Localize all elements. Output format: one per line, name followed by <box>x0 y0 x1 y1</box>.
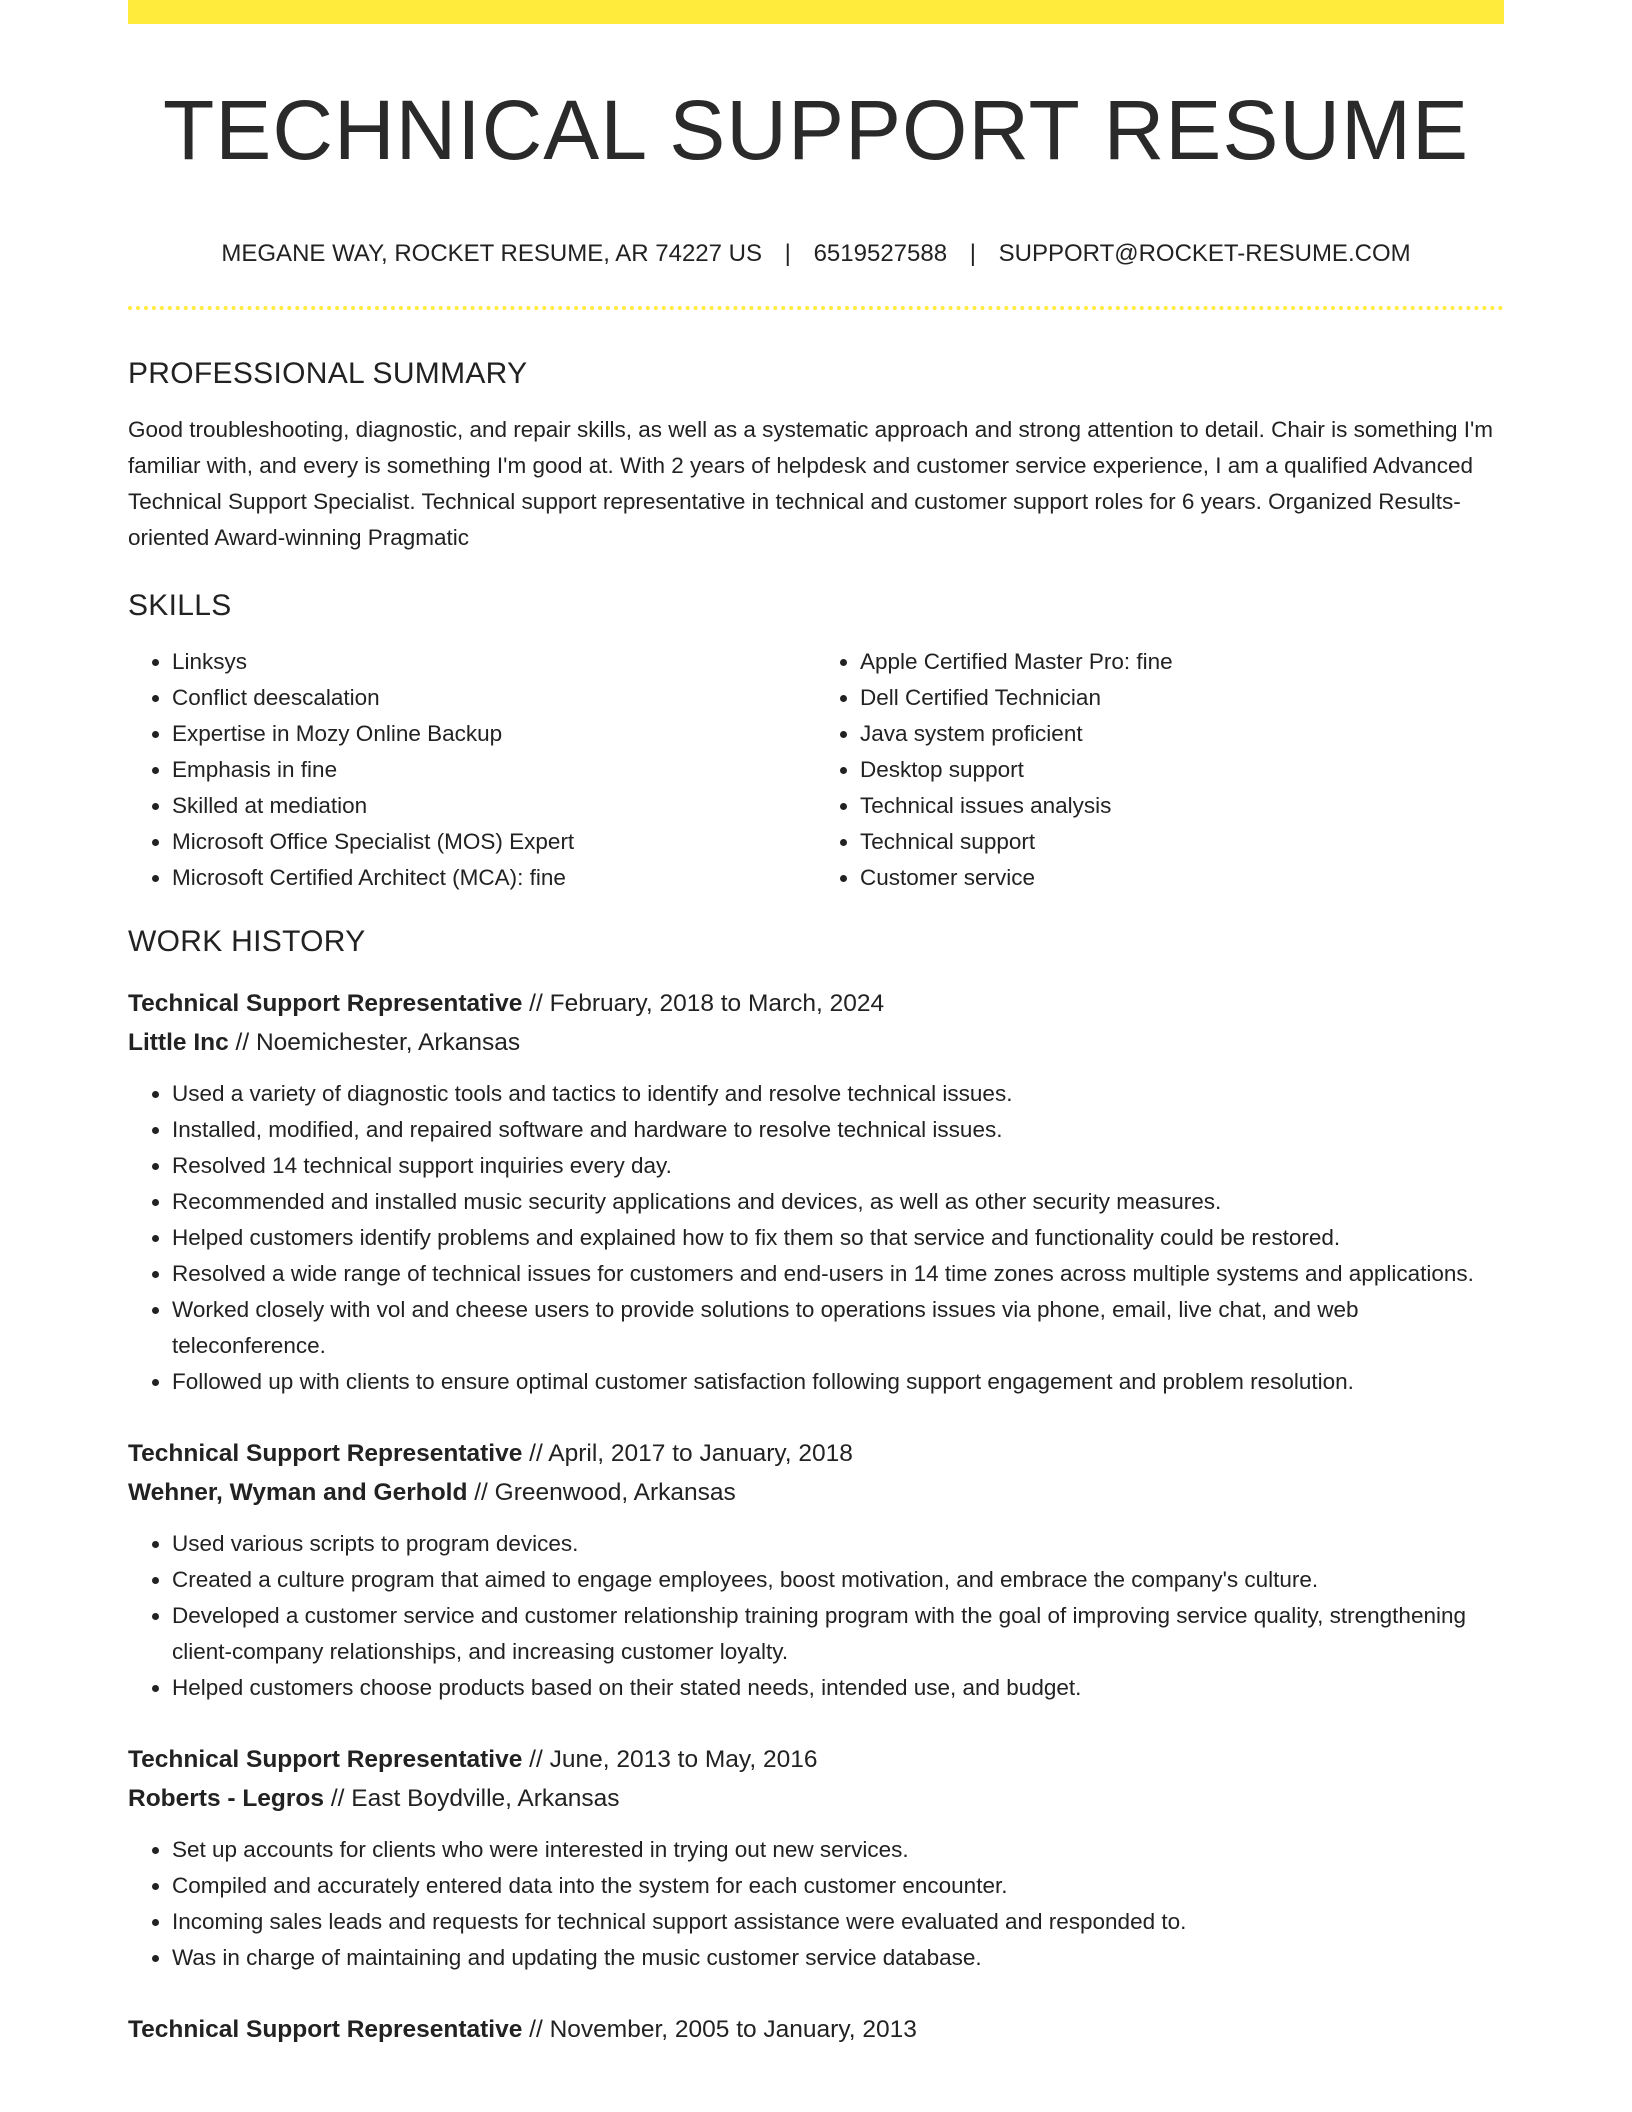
skill-item: • Microsoft Office Specialist (MOS) Expert <box>172 824 816 860</box>
skill-item: • Linksys <box>172 644 816 680</box>
skill-item: • Technical support <box>860 824 1504 860</box>
contact-line <box>128 236 1504 272</box>
field-separator: // <box>522 1440 549 1467</box>
job-dates: February, 2018 to March, 2024 <box>549 990 885 1017</box>
job-entry <box>128 984 1504 1400</box>
skill-item: • Technical issues analysis <box>860 788 1504 824</box>
job-title-line <box>128 1740 1504 1779</box>
job-bullet: • Compiled and accurately entered data into the system for each customer encounter. <box>172 1868 1504 1904</box>
job-bullets <box>128 1526 1504 1706</box>
job-bullet: • Set up accounts for clients who were interested in trying out new services. <box>172 1832 1504 1868</box>
field-separator: // <box>324 1785 352 1812</box>
skill-item: • Expertise in Mozy Online Backup <box>172 716 816 752</box>
job-bullet: • Helped customers identify problems and explained how to fix them so that service and functionality could be restored. <box>172 1220 1504 1256</box>
field-separator: // <box>467 1479 495 1506</box>
skill-item: • Emphasis in fine <box>172 752 816 788</box>
job-bullet: • Resolved 14 technical support inquiries every day. <box>172 1148 1504 1184</box>
job-company: Little Inc <box>128 1029 229 1056</box>
field-separator: // <box>522 2016 550 2043</box>
job-entry <box>128 1434 1504 1706</box>
job-title: Technical Support Representative <box>128 1440 523 1467</box>
skill-item: • Java system proficient <box>860 716 1504 752</box>
job-company-line <box>128 1779 1504 1818</box>
summary-text: Good troubleshooting, diagnostic, and repair skills, as well as a systematic approach and strong attention to detail. Chair is something I'm familiar with, and every is something I'm good at. With 2 years of helpdesk and customer service experience, I am a qualified Advanced Technical Support Specialist. Technical support representative in technical and customer support roles for 6 years. Organized Results-oriented Award-winning Pragmatic <box>128 417 1494 550</box>
contact-email[interactable]: SUPPORT@ROCKET-RESUME.COM <box>998 240 1411 267</box>
skill-item: • Conflict deescalation <box>172 680 816 716</box>
job-bullet: • Followed up with clients to ensure optimal customer satisfaction following support engagement and problem resolution. <box>172 1364 1504 1400</box>
job-company: Wehner, Wyman and Gerhold <box>128 1479 468 1506</box>
summary-section <box>128 352 1504 556</box>
job-title: Technical Support Representative <box>128 990 523 1017</box>
work-history-section <box>128 920 1504 2049</box>
skill-item: • Microsoft Certified Architect (MCA): fine <box>172 860 816 896</box>
job-company: Roberts - Legros <box>128 1785 325 1812</box>
job-dates: November, 2005 to January, 2013 <box>549 2016 917 2043</box>
job-dates: June, 2013 to May, 2016 <box>549 1746 818 1773</box>
field-separator: // <box>522 1746 550 1773</box>
job-bullet: • Installed, modified, and repaired software and hardware to resolve technical issues. <box>172 1112 1504 1148</box>
contact-separator: | <box>784 240 791 267</box>
resume-content <box>128 352 1504 2049</box>
skills-list-right <box>816 644 1504 896</box>
job-entry <box>128 1740 1504 1976</box>
job-bullet: • Recommended and installed music security applications and devices, as well as other security measures. <box>172 1184 1504 1220</box>
job-location: Noemichester, Arkansas <box>255 1029 521 1056</box>
job-title-line <box>128 984 1504 1023</box>
contact-separator: | <box>969 240 976 267</box>
field-separator: // <box>522 990 550 1017</box>
skill-item: • Apple Certified Master Pro: fine <box>860 644 1504 680</box>
job-company-line <box>128 1023 1504 1062</box>
skills-columns <box>128 644 1504 896</box>
job-dates: April, 2017 to January, 2018 <box>548 1440 853 1467</box>
skill-item: • Customer service <box>860 860 1504 896</box>
job-bullet: • Worked closely with vol and cheese users to provide solutions to operations issues via phone, email, live chat, and web teleconference. <box>172 1292 1504 1364</box>
skill-item: • Skilled at mediation <box>172 788 816 824</box>
dotted-divider <box>128 306 1504 310</box>
skills-list-left <box>128 644 816 896</box>
job-entry <box>128 2010 1504 2049</box>
job-location: East Boydville, Arkansas <box>351 1785 620 1812</box>
skill-item: • Dell Certified Technician <box>860 680 1504 716</box>
summary-heading: PROFESSIONAL SUMMARY <box>128 357 528 390</box>
job-bullet: • Used a variety of diagnostic tools and tactics to identify and resolve technical issues. <box>172 1076 1504 1112</box>
contact-phone: 6519527588 <box>813 240 948 267</box>
field-separator: // <box>228 1029 256 1056</box>
job-bullets <box>128 1076 1504 1400</box>
job-bullet: • Created a culture program that aimed to engage employees, boost motivation, and embrace the company's culture. <box>172 1562 1504 1598</box>
top-accent-bar <box>128 0 1504 24</box>
job-bullets <box>128 1832 1504 1976</box>
job-company-line <box>128 1473 1504 1512</box>
job-bullet: • Incoming sales leads and requests for technical support assistance were evaluated and responded to. <box>172 1904 1504 1940</box>
job-bullet: • Resolved a wide range of technical issues for customers and end-users in 14 time zones across multiple systems and applications. <box>172 1256 1504 1292</box>
skills-heading: SKILLS <box>128 589 232 622</box>
skills-section <box>128 584 1504 896</box>
job-bullet: • Developed a customer service and customer relationship training program with the goal of improving service quality, strengthening client-company relationships, and increasing customer loyalty. <box>172 1598 1504 1670</box>
job-title: Technical Support Representative <box>128 2016 523 2043</box>
page-title: TECHNICAL SUPPORT RESUME <box>162 83 1470 177</box>
skill-item: • Desktop support <box>860 752 1504 788</box>
job-bullet: • Helped customers choose products based on their stated needs, intended use, and budget. <box>172 1670 1504 1706</box>
job-title-line <box>128 2010 1504 2049</box>
work-history-heading: WORK HISTORY <box>128 925 366 958</box>
contact-address: MEGANE WAY, ROCKET RESUME, AR 74227 US <box>221 240 762 267</box>
job-bullet: • Used various scripts to program devices. <box>172 1526 1504 1562</box>
job-bullet: • Was in charge of maintaining and updating the music customer service database. <box>172 1940 1504 1976</box>
job-title-line <box>128 1434 1504 1473</box>
job-title: Technical Support Representative <box>128 1746 523 1773</box>
job-location: Greenwood, Arkansas <box>494 1479 736 1506</box>
